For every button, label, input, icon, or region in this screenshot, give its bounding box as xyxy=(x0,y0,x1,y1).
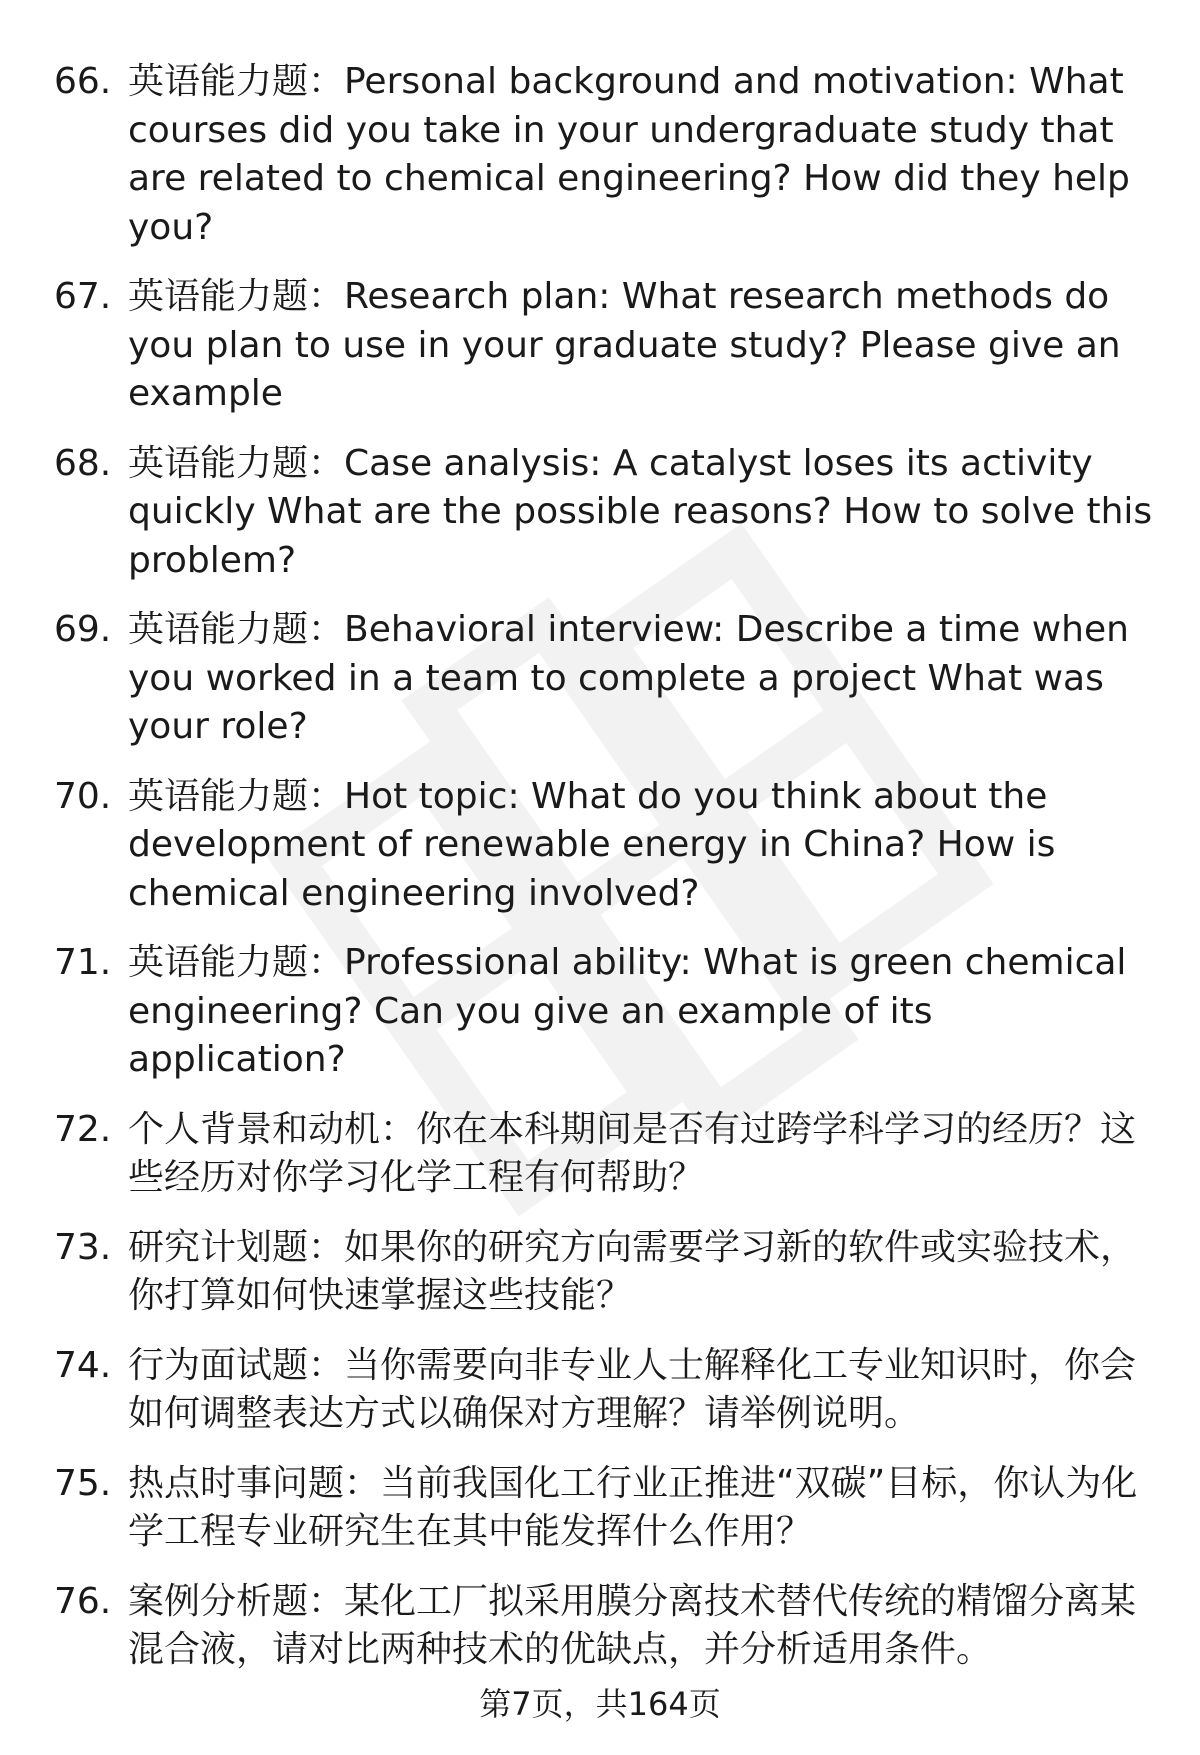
question-number: 74. xyxy=(54,1344,112,1386)
question-text: 英语能力题：Professional ability: What is green chemical engineering? Can you give an example of its application? xyxy=(128,942,1127,1080)
question-text: 热点时事问题：当前我国化工行业正推进“双碳”目标，你认为化学工程专业研究生在其中能发挥什么作用？ xyxy=(128,1462,1138,1552)
question-number: 73. xyxy=(54,1226,112,1268)
question-number: 67. xyxy=(54,276,112,317)
question-text: 英语能力题：Behavioral interview: Describe a time when you worked in a team to complete a project What was your role? xyxy=(128,609,1129,747)
question-text: 研究计划题：如果你的研究方向需要学习新的软件或实验技术，你打算如何快速掌握这些技能？ xyxy=(128,1226,1137,1316)
question-text: 英语能力题：Personal background and motivation: What courses did you take in your undergraduate study that are related to chemical engineering? How did they help you? xyxy=(128,61,1130,248)
question-number: 69. xyxy=(54,609,112,650)
question-text: 个人背景和动机：你在本科期间是否有过跨学科学习的经历？这些经历对你学习化学工程有何帮助？ xyxy=(128,1108,1137,1198)
question-item xyxy=(0,1342,1200,1439)
question-item xyxy=(0,773,1200,919)
question-text: 英语能力题：Case analysis: A catalyst loses its activity quickly What are the possible reasons? How to solve this problem? xyxy=(128,442,1153,581)
question-item xyxy=(0,939,1200,1085)
page-footer: 第7页，共164页 xyxy=(479,1685,721,1723)
question-item xyxy=(0,1106,1200,1203)
question-text: 行为面试题：当你需要向非专业人士解释化工专业知识时，你会如何调整表达方式以确保对方理解？请举例说明。 xyxy=(128,1344,1137,1434)
question-item xyxy=(0,440,1200,586)
question-item xyxy=(0,1224,1200,1321)
question-item xyxy=(0,273,1200,419)
question-number: 75. xyxy=(54,1462,112,1504)
question-text: 英语能力题：Hot topic: What do you think about the development of renewable energy in China? How is chemical engineering involved? xyxy=(128,775,1056,914)
question-item xyxy=(0,1578,1200,1675)
question-list xyxy=(0,58,1200,1675)
question-item xyxy=(0,1460,1200,1557)
question-number: 70. xyxy=(54,775,112,817)
question-number: 72. xyxy=(54,1108,112,1150)
question-text: 案例分析题：某化工厂拟采用膜分离技术替代传统的精馏分离某混合液，请对比两种技术的优缺点，并分析适用条件。 xyxy=(128,1580,1137,1670)
question-item xyxy=(0,606,1200,752)
question-number: 71. xyxy=(54,942,112,983)
question-item xyxy=(0,58,1200,252)
question-number: 66. xyxy=(54,61,112,102)
question-number: 76. xyxy=(54,1580,112,1622)
question-text: 英语能力题：Research plan: What research methods do you plan to use in your graduate study? Please give an example xyxy=(128,276,1121,414)
question-number: 68. xyxy=(54,442,112,484)
